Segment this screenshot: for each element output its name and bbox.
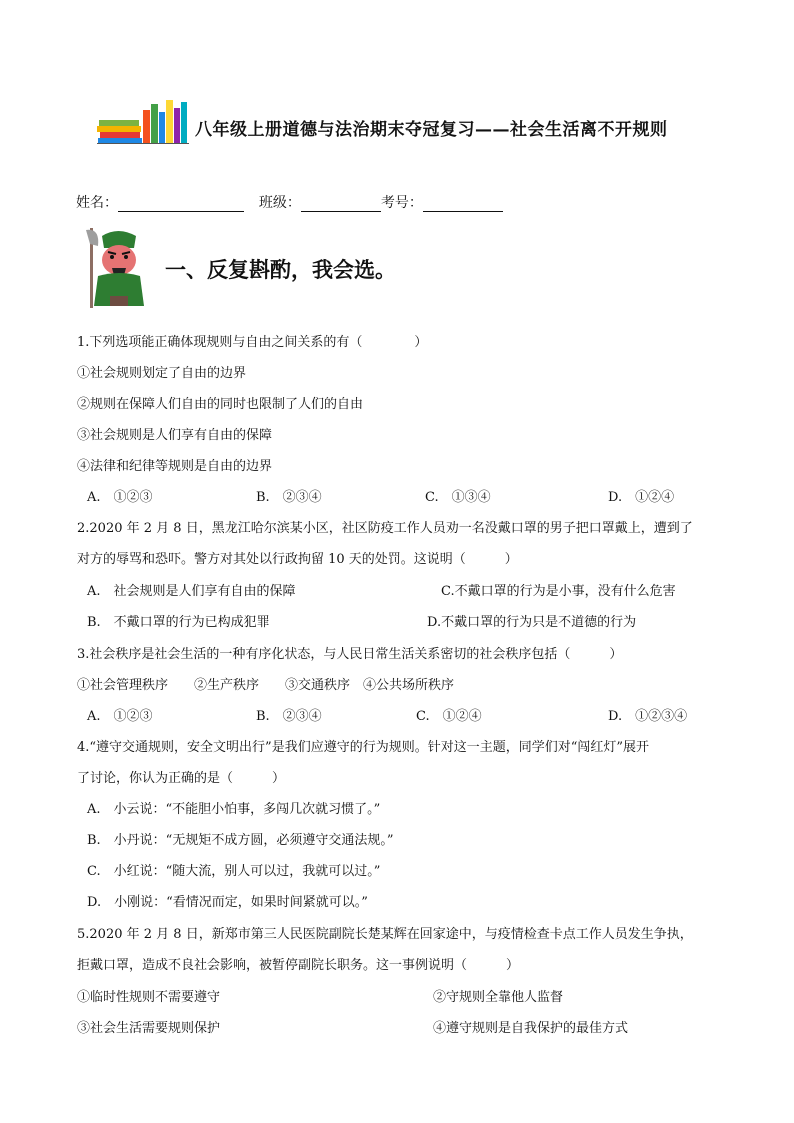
q1-option-b[interactable]: B. ②③④ (256, 490, 322, 505)
q2-stem-line1: 2.2020 年 2 月 8 日，黑龙江哈尔滨某小区，社区防疫工作人员劝一名没戴口罩的男子把口罩戴上，遭到了 (77, 521, 693, 536)
books-icon (97, 98, 189, 144)
q5-item-1: ①临时性规则不需要遵守 (77, 990, 221, 1005)
q1-item-3: ③社会规则是人们享有自由的保障 (77, 428, 273, 443)
q1-option-c[interactable]: C. ①③④ (425, 490, 491, 505)
q4-stem-line2: 了讨论，你认为正确的是（ ） (77, 771, 286, 786)
q1-option-a[interactable]: A. ①②③ (87, 490, 153, 505)
q1-item-1: ①社会规则划定了自由的边界 (77, 366, 247, 381)
q5-item-2: ②守规则全靠他人监督 (433, 990, 564, 1005)
class-label: 班级： (258, 195, 301, 211)
number-blank[interactable] (423, 197, 503, 212)
q1-item-4: ④法律和纪律等规则是自由的边界 (77, 459, 273, 474)
q2-stem-line2: 对方的辱骂和恐吓。警方对其处以行政拘留 10 天的处罚。这说明（ ） (77, 552, 518, 567)
q4-option-c[interactable]: C. 小红说：“随大流，别人可以过，我就可以过。” (87, 864, 381, 879)
q3-option-c[interactable]: C. ①②④ (416, 709, 482, 724)
page-title: 八年级上册道德与法治期末夺冠复习——社会生活离不开规则 (195, 120, 668, 140)
q3-stem: 3.社会秩序是社会生活的一种有序化状态，与人民日常生活关系密切的社会秩序包括（ ） (77, 647, 623, 662)
class-blank[interactable] (301, 197, 381, 212)
section-heading: 一、反复斟酌，我会选。 (165, 258, 396, 282)
q3-option-a[interactable]: A. ①②③ (87, 709, 153, 724)
number-label: 考号： (380, 195, 423, 211)
q3-items: ①社会管理秩序 ②生产秩序 ③交通秩序 ④公共场所秩序 (77, 678, 455, 693)
q2-option-c[interactable]: C.不戴口罩的行为是小事，没有什么危害 (441, 584, 676, 599)
q4-stem-line1: 4.“遵守交通规则，安全文明出行”是我们应遵守的行为规则。针对这一主题，同学们对“闯红灯”展开 (77, 740, 649, 755)
q3-option-b[interactable]: B. ②③④ (256, 709, 322, 724)
q2-option-a[interactable]: A. 社会规则是人们享有自由的保障 (87, 584, 296, 599)
q5-stem-line2: 拒戴口罩，造成不良社会影响，被暂停副院长职务。这一事例说明（ ） (77, 958, 520, 973)
q3-option-d[interactable]: D. ①②③④ (608, 709, 688, 724)
q1-item-2: ②规则在保障人们自由的同时也限制了人们的自由 (77, 397, 364, 412)
q4-option-d[interactable]: D. 小刚说：“看情况而定，如果时间紧就可以。” (87, 895, 368, 910)
q5-item-3: ③社会生活需要规则保护 (77, 1021, 221, 1036)
q2-option-d[interactable]: D.不戴口罩的行为只是不道德的行为 (427, 615, 637, 630)
q2-option-b[interactable]: B. 不戴口罩的行为已构成犯罪 (87, 615, 270, 630)
student-info-row (76, 192, 503, 212)
q4-option-a[interactable]: A. 小云说：“不能胆小怕事，多闯几次就习惯了。” (87, 802, 381, 817)
q1-stem: 1.下列选项能正确体现规则与自由之间关系的有（ ） (77, 335, 428, 350)
q4-option-b[interactable]: B. 小丹说：“无规矩不成方圆，必须遵守交通法规。” (87, 833, 394, 848)
q1-option-d[interactable]: D. ①②④ (608, 490, 675, 505)
name-blank[interactable] (118, 197, 244, 212)
q5-stem-line1: 5.2020 年 2 月 8 日，新郑市第三人民医院副院长楚某辉在回家途中，与疫情检查卡点工作人员发生争执， (77, 927, 693, 942)
mascot-guan-yu-icon (82, 226, 156, 310)
q5-item-4: ④遵守规则是自我保护的最佳方式 (433, 1021, 629, 1036)
name-label: 姓名： (76, 195, 118, 211)
